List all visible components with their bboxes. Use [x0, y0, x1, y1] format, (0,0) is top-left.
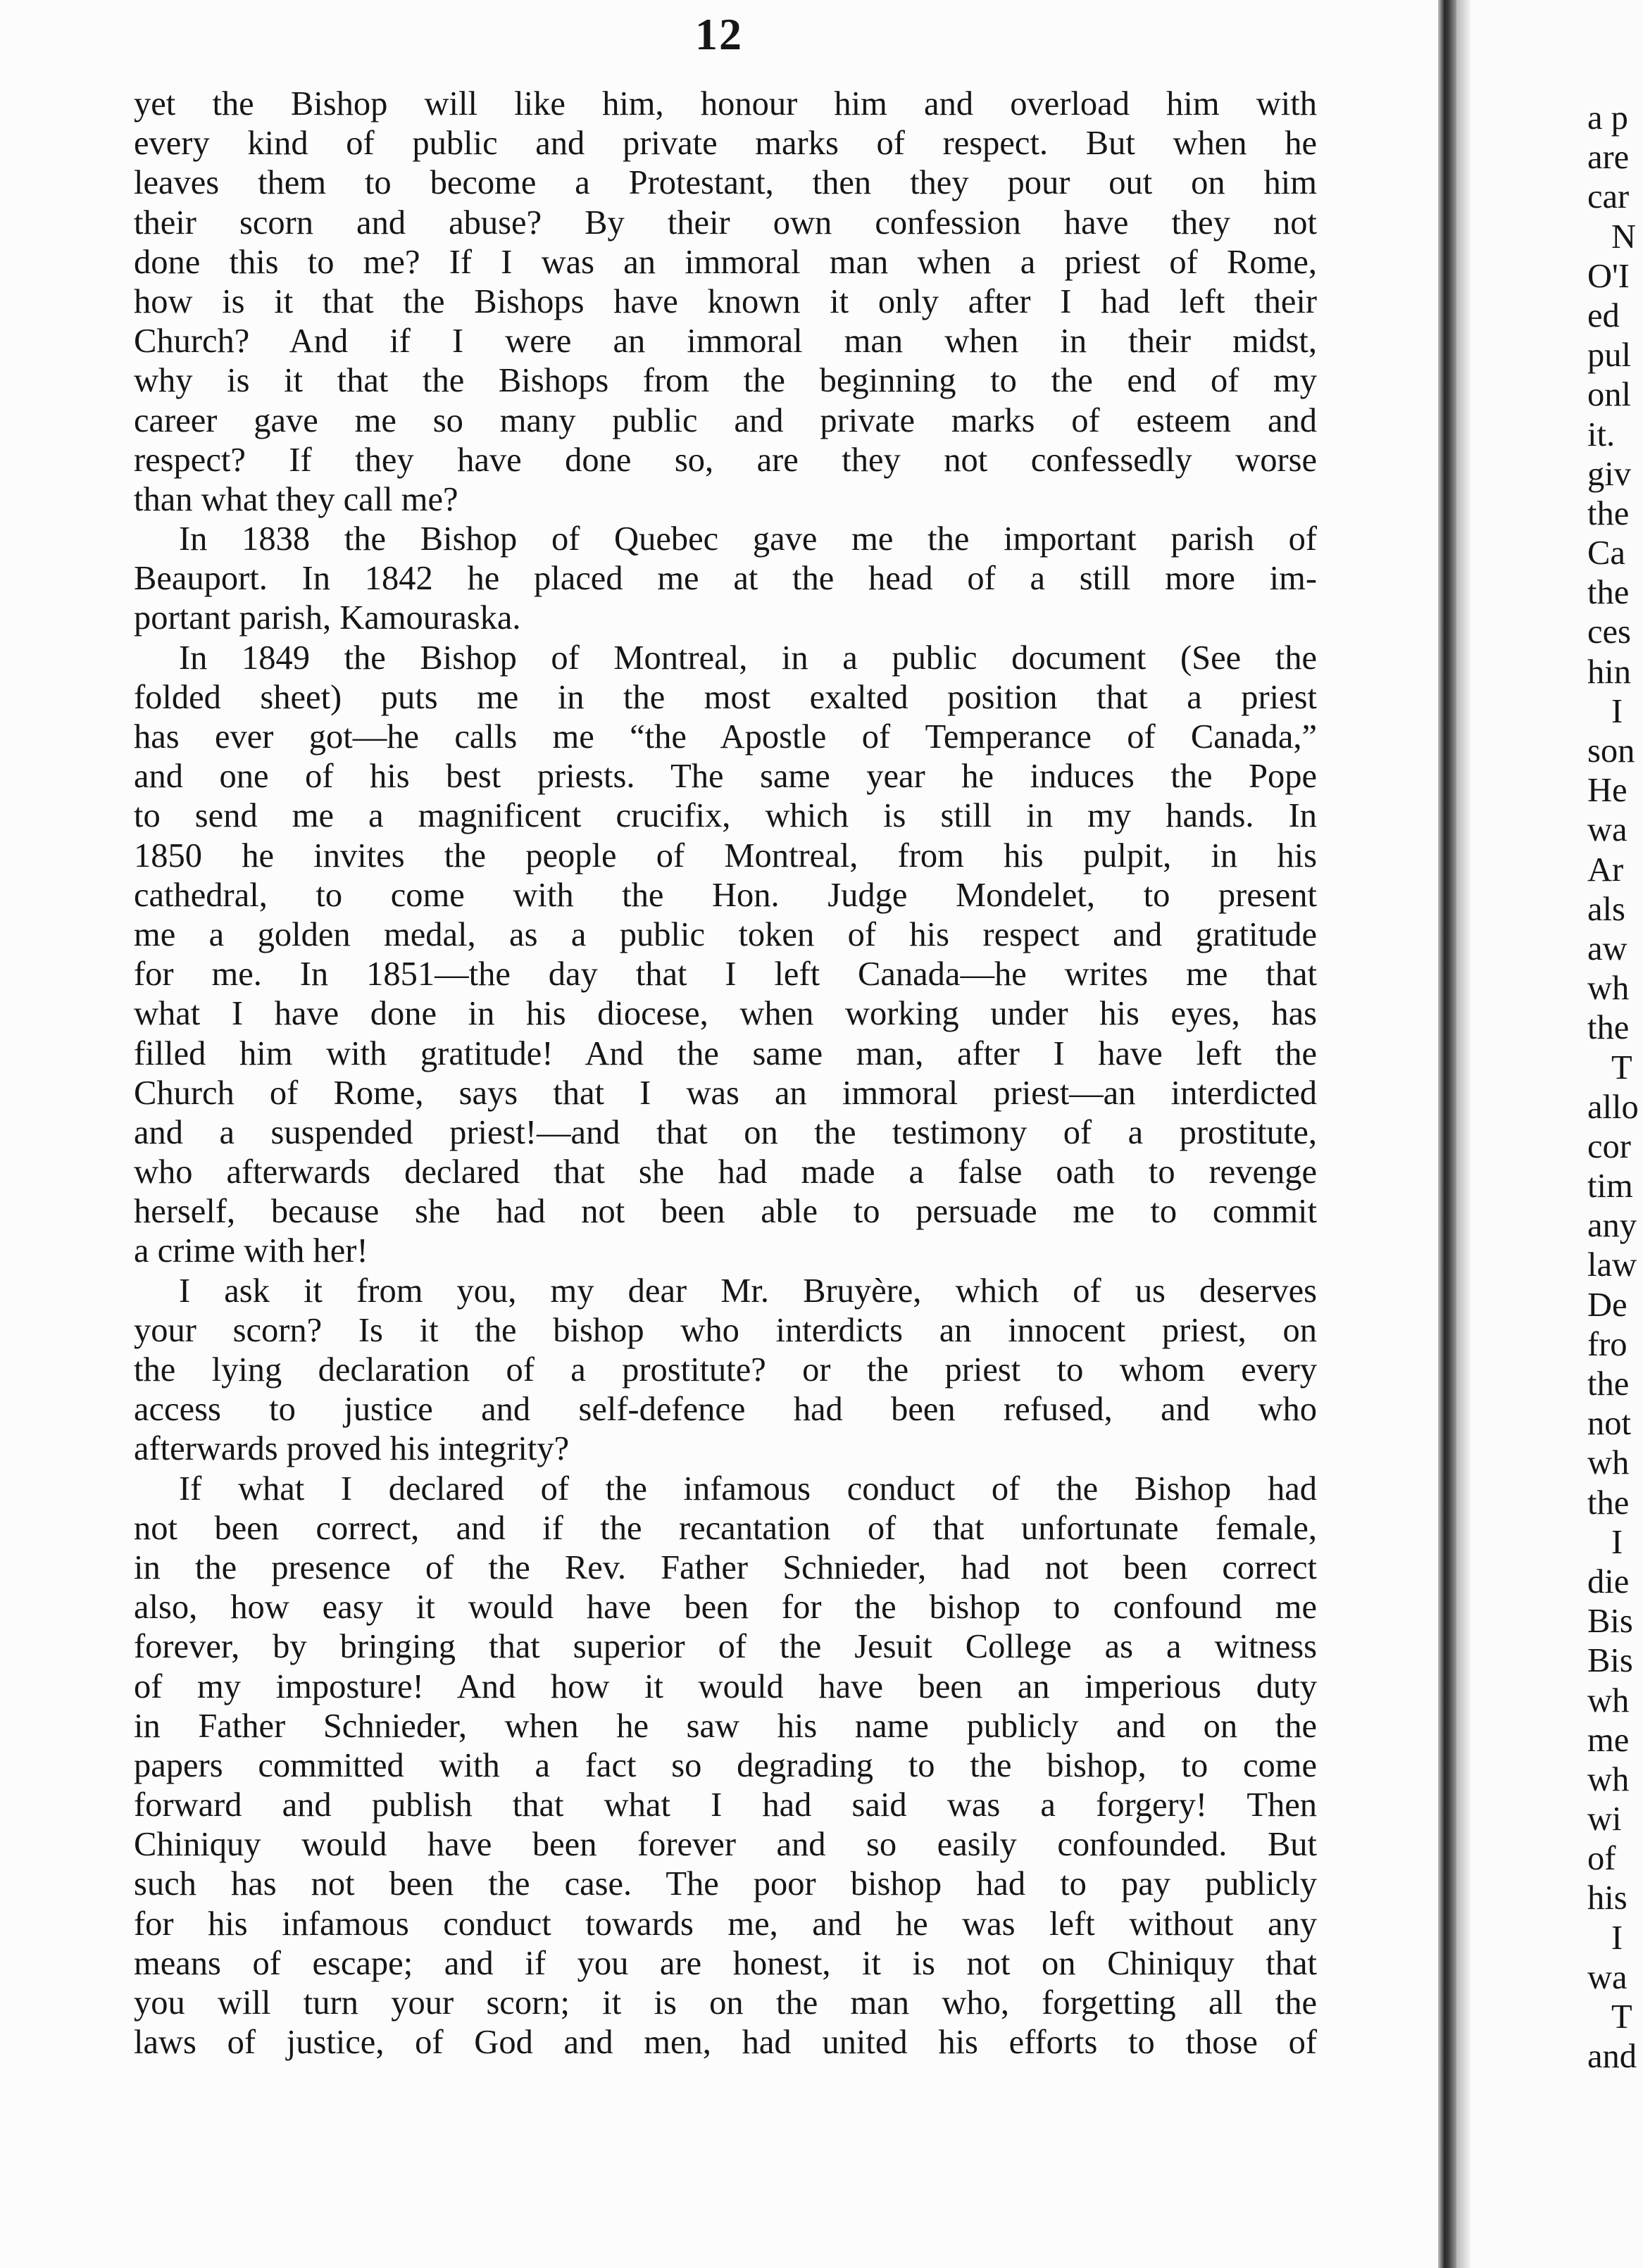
right-page-fragment: T — [1611, 1048, 1632, 1086]
right-page-fragment: Bis — [1587, 1603, 1633, 1641]
right-page-fragment: hin — [1587, 653, 1631, 691]
text-line: to send me a magnificent crucifix, which is still in my hands. In — [134, 797, 1317, 835]
text-line: has ever got—he calls me “the Apostle of Temperance of Canada,” — [134, 718, 1317, 756]
text-line: yet the Bishop will like him, honour him and overload him with — [134, 85, 1317, 123]
right-page-fragment: Ca — [1587, 534, 1625, 572]
right-page-fragment: ed — [1587, 296, 1620, 334]
right-page-fragment: wa — [1587, 811, 1628, 849]
right-page-fragment: N — [1611, 218, 1637, 256]
text-line: of my imposture! And how it would have been an imperious duty — [134, 1667, 1317, 1705]
right-page-fragment: law — [1587, 1246, 1637, 1284]
right-page-fragment: onl — [1587, 376, 1631, 414]
right-page-fragment: wh — [1587, 1681, 1630, 1719]
right-page-fragment: the — [1587, 1365, 1630, 1403]
text-line: Beauport. In 1842 he placed me at the head of a still more im- — [134, 560, 1317, 598]
right-page-fragment: Bis — [1587, 1642, 1633, 1680]
text-line: who afterwards declared that she had made a false oath to revenge — [134, 1153, 1317, 1191]
right-page-fragment: wi — [1587, 1800, 1622, 1838]
page-number: 12 — [695, 9, 743, 59]
text-line: filled him with gratitude! And the same man, after I have left the — [134, 1034, 1317, 1072]
text-line: Chiniquy would have been forever and so easily confounded. But — [134, 1826, 1317, 1864]
text-line: me a golden medal, as a public token of his respect and gratitude — [134, 915, 1317, 953]
body-text — [134, 84, 1317, 2062]
right-page-fragment: wh — [1587, 1760, 1630, 1798]
text-line: career gave me so many public and private marks of esteem and — [134, 401, 1317, 439]
text-line: herself, because she had not been able to persuade me to commit — [134, 1193, 1317, 1231]
text-line: forever, by bringing that superior of the Jesuit College as a witness — [134, 1628, 1317, 1666]
text-line: why is it that the Bishops from the beginning to the end of my — [134, 362, 1317, 400]
right-page-fragment: I — [1611, 692, 1623, 730]
text-line: I ask it from you, my dear Mr. Bruyère, which of us deserves — [179, 1272, 1317, 1310]
right-page-fragment: son — [1587, 732, 1635, 770]
text-line: respect? If they have done so, are they not confessedly worse — [134, 441, 1317, 479]
right-page-fragment: giv — [1587, 455, 1631, 493]
right-page-text — [1587, 99, 1639, 2076]
text-line: their scorn and abuse? By their own confession have they not — [134, 203, 1317, 242]
text-line: not been correct, and if the recantation of that unfortunate female, — [134, 1509, 1317, 1547]
right-page-fragment: car — [1587, 178, 1630, 216]
right-page-fragment: I — [1611, 1523, 1623, 1561]
text-line: for his infamous conduct towards me, and he was left without any — [134, 1905, 1317, 1943]
right-page-fragment: I — [1611, 1919, 1623, 1957]
text-line: for me. In 1851—the day that I left Canada—he writes me that — [134, 956, 1317, 994]
text-line: In 1838 the Bishop of Quebec gave me the important parish of — [179, 520, 1317, 558]
text-line: in the presence of the Rev. Father Schnieder, had not been correct — [134, 1548, 1317, 1586]
right-page-fragment: the — [1587, 494, 1630, 532]
text-line: a crime with her! — [134, 1232, 368, 1270]
right-page-fragment: als — [1587, 890, 1625, 928]
right-page-fragment: fro — [1587, 1325, 1628, 1363]
text-line: also, how easy it would have been for the bishop to confound me — [134, 1589, 1317, 1627]
right-page-fragment: any — [1587, 1207, 1637, 1245]
right-page-fragment: pul — [1587, 337, 1631, 375]
right-page-fragment: not — [1587, 1405, 1631, 1443]
right-page-fragment: O'I — [1587, 257, 1630, 295]
text-line: forward and publish that what I had said was a forgery! Then — [134, 1786, 1317, 1824]
text-line: such has not been the case. The poor bishop had to pay publicly — [134, 1865, 1317, 1903]
right-page-fragment: allo — [1587, 1088, 1639, 1126]
right-page-fragment: De — [1587, 1286, 1628, 1324]
text-line: portant parish, Kamouraska. — [134, 599, 521, 637]
right-page-fragment: wh — [1587, 1444, 1630, 1482]
text-line: in Father Schnieder, when he saw his name publicly and on the — [134, 1707, 1317, 1745]
right-page-fragment: aw — [1587, 929, 1628, 967]
right-page-fragment: of — [1587, 1840, 1616, 1878]
right-page-fragment: wh — [1587, 970, 1630, 1008]
right-page-fragment: the — [1587, 1009, 1630, 1047]
right-page-fragment: his — [1587, 1879, 1628, 1917]
text-line: and a suspended priest!—and that on the testimony of a prostitute, — [134, 1113, 1317, 1151]
right-page-fragment: He — [1587, 772, 1628, 810]
text-line: papers committed with a fact so degrading to the bishop, to come — [134, 1746, 1317, 1784]
book-gutter — [1438, 0, 1456, 2268]
text-line: you will turn your scorn; it is on the man who, forgetting all the — [134, 1984, 1317, 2022]
text-line: laws of justice, of God and men, had united his efforts to those of — [134, 2024, 1317, 2062]
right-page-fragment: wa — [1587, 1958, 1628, 1996]
right-page-fragment: a p — [1587, 99, 1628, 137]
right-page-fragment: tim — [1587, 1167, 1633, 1205]
right-page-fragment: ces — [1587, 613, 1631, 651]
right-page-edge — [1470, 0, 1643, 2268]
text-line: access to justice and self-defence had been refused, and who — [134, 1391, 1317, 1429]
right-page-fragment: T — [1611, 1998, 1632, 2036]
text-line: folded sheet) puts me in the most exalted position that a priest — [134, 678, 1317, 716]
text-line: leaves them to become a Protestant, then they pour out on him — [134, 164, 1317, 202]
text-line: the lying declaration of a prostitute? or the priest to whom every — [134, 1351, 1317, 1389]
right-page-fragment: me — [1587, 1721, 1630, 1759]
text-line: done this to me? If I was an immoral man when a priest of Rome, — [134, 243, 1317, 281]
text-line: and one of his best priests. The same year he induces the Pope — [134, 758, 1317, 796]
right-page-fragment: are — [1587, 139, 1630, 177]
text-line: Church of Rome, says that I was an immoral priest—an interdicted — [134, 1074, 1317, 1112]
right-page-fragment: cor — [1587, 1127, 1631, 1165]
text-line: your scorn? Is it the bishop who interdicts an innocent priest, on — [134, 1311, 1317, 1349]
right-page-fragment: the — [1587, 574, 1630, 612]
text-line: In 1849 the Bishop of Montreal, in a public document (See the — [179, 639, 1317, 677]
text-line: means of escape; and if you are honest, it is not on Chiniquy that — [134, 1944, 1317, 1982]
right-page-fragment: die — [1587, 1562, 1630, 1600]
text-line: If what I declared of the infamous conduct of the Bishop had — [179, 1470, 1317, 1508]
text-line: how is it that the Bishops have known it only after I had left their — [134, 282, 1317, 320]
text-line: Church? And if I were an immoral man when in their midst, — [134, 322, 1317, 361]
text-line: what I have done in his diocese, when working under his eyes, has — [134, 995, 1317, 1033]
right-page-fragment: and — [1587, 2038, 1637, 2076]
text-line: 1850 he invites the people of Montreal, from his pulpit, in his — [134, 837, 1317, 875]
text-line: than what they call me? — [134, 480, 458, 518]
right-page-fragment: it. — [1587, 415, 1616, 453]
right-page-fragment: Ar — [1587, 851, 1624, 889]
text-line: every kind of public and private marks of respect. But when he — [134, 125, 1317, 163]
text-line: cathedral, to come with the Hon. Judge Mondelet, to present — [134, 876, 1317, 914]
right-page-fragment: the — [1587, 1484, 1630, 1522]
text-line: afterwards proved his integrity? — [134, 1430, 570, 1468]
gutter-shadow — [1456, 0, 1470, 2268]
